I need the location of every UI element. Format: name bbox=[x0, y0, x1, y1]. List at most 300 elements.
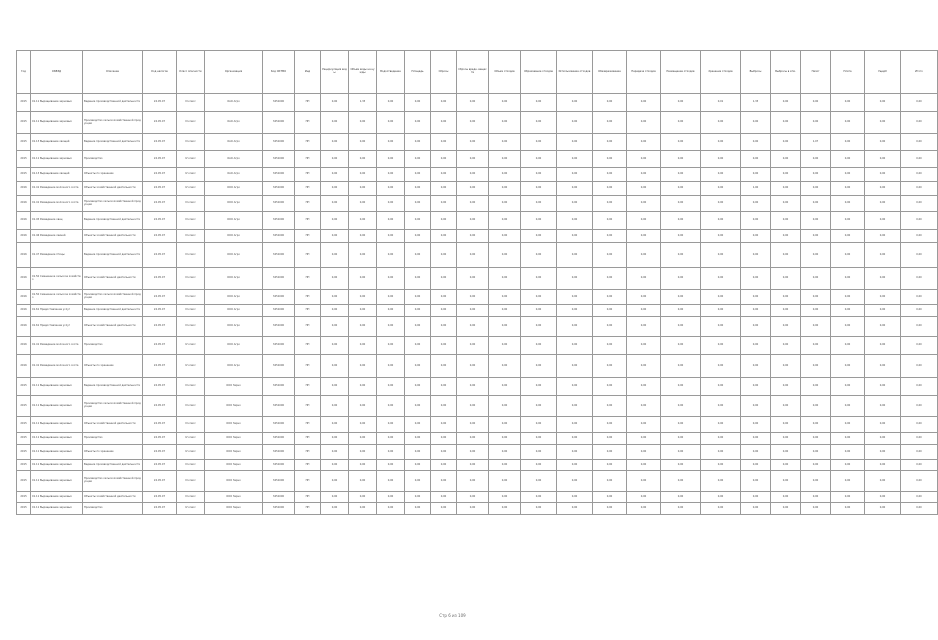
table-cell: 0,00 bbox=[741, 168, 771, 182]
table-cell: 0,00 bbox=[865, 230, 901, 243]
table-cell: 0,00 bbox=[405, 378, 431, 396]
table-cell: 0,00 bbox=[557, 290, 593, 305]
table-cell: 0,00 bbox=[771, 317, 801, 337]
table-cell: ООО Зерно bbox=[205, 433, 263, 445]
table-cell: 0,00 bbox=[377, 230, 405, 243]
table-cell: 0,00 bbox=[701, 151, 741, 168]
table-cell: 0,00 bbox=[771, 290, 801, 305]
table-cell: 0,00 bbox=[349, 417, 377, 433]
table-cell: 0,00 bbox=[593, 112, 627, 134]
table-cell: 0,00 bbox=[593, 445, 627, 460]
table-cell: 0,00 bbox=[557, 492, 593, 503]
table-cell: 0,00 bbox=[489, 112, 521, 134]
table-cell: III класс bbox=[177, 290, 205, 305]
table-cell: 0,00 bbox=[521, 433, 557, 445]
table-cell: IV класс bbox=[177, 151, 205, 168]
table-cell: 0,00 bbox=[865, 112, 901, 134]
table-cell: 0,00 bbox=[831, 230, 865, 243]
table-cell: 2016 bbox=[17, 268, 31, 290]
data-table bbox=[16, 50, 938, 515]
table-cell: 0,00 bbox=[557, 230, 593, 243]
table-cell: 0,01 bbox=[701, 94, 741, 112]
table-cell: 0,00 bbox=[901, 471, 938, 492]
table-cell: 0,00 bbox=[901, 317, 938, 337]
table-cell: 2015 bbox=[17, 378, 31, 396]
table-cell: III класс bbox=[177, 460, 205, 471]
table-cell: 24.05.07 bbox=[143, 196, 177, 212]
table-cell: ООО Зерно bbox=[205, 396, 263, 417]
table-cell: 0,00 bbox=[377, 243, 405, 268]
table-cell: 0,00 bbox=[431, 290, 457, 305]
table-cell: 0,00 bbox=[701, 317, 741, 337]
table-cell: 0,00 bbox=[557, 134, 593, 151]
table-cell: 0,00 bbox=[831, 94, 865, 112]
table-cell: 0,00 bbox=[593, 212, 627, 230]
table-cell: 0,00 bbox=[349, 134, 377, 151]
table-cell: 0,00 bbox=[405, 243, 431, 268]
column-header: Образование отходов bbox=[521, 51, 557, 94]
table-cell: 01.50 Смешанное сельское хозяйство bbox=[31, 268, 83, 290]
column-header: Код налогов bbox=[143, 51, 177, 94]
table-cell: 0,00 bbox=[457, 355, 489, 378]
table-cell: 0,00 bbox=[557, 503, 593, 515]
table-cell: 0,00 bbox=[661, 196, 701, 212]
table-cell: 0,00 bbox=[377, 112, 405, 134]
table-cell: 2015 bbox=[17, 151, 31, 168]
table-cell: 0,00 bbox=[489, 182, 521, 196]
table-cell: Ведение производственной деятельности bbox=[83, 243, 143, 268]
table-cell: 0,00 bbox=[701, 460, 741, 471]
table-cell: 0,00 bbox=[489, 445, 521, 460]
table-cell: 0,00 bbox=[321, 151, 349, 168]
table-cell: 24.05.07 bbox=[143, 460, 177, 471]
table-cell: 3451000 bbox=[263, 151, 295, 168]
table-cell: 01.11 Выращивание зерновых bbox=[31, 94, 83, 112]
table-cell: 3451000 bbox=[263, 337, 295, 355]
table-cell: 0,00 bbox=[831, 378, 865, 396]
table-cell: 0,00 bbox=[489, 243, 521, 268]
table-cell: 0,00 bbox=[801, 182, 831, 196]
table-cell: 0,00 bbox=[431, 433, 457, 445]
column-header: Выбросы bbox=[741, 51, 771, 94]
table-cell: 0,00 bbox=[405, 268, 431, 290]
table-cell: 0,00 bbox=[627, 168, 661, 182]
table-cell: 0,00 bbox=[701, 503, 741, 515]
table-cell: ОАО Агро bbox=[205, 168, 263, 182]
table-cell: 0,00 bbox=[521, 396, 557, 417]
table-cell: 3451000 bbox=[263, 417, 295, 433]
table-cell: 0,00 bbox=[593, 417, 627, 433]
table-cell: 0,00 bbox=[377, 460, 405, 471]
table-cell: ОАО Агро bbox=[205, 151, 263, 168]
column-header: ОКВЭД bbox=[31, 51, 83, 94]
table-cell: 0,00 bbox=[489, 94, 521, 112]
table-cell: 0,00 bbox=[831, 492, 865, 503]
table-cell: 0,00 bbox=[901, 503, 938, 515]
table-cell: 01.11 Выращивание зерновых bbox=[31, 417, 83, 433]
table-cell: ПН bbox=[295, 151, 321, 168]
table-cell: 0,00 bbox=[831, 503, 865, 515]
table-cell: 0,00 bbox=[661, 492, 701, 503]
table-cell: 0,00 bbox=[741, 112, 771, 134]
table-cell: 0,00 bbox=[771, 460, 801, 471]
table-cell: ПН bbox=[295, 445, 321, 460]
table-cell: 0,00 bbox=[831, 268, 865, 290]
table-cell: 0,00 bbox=[661, 471, 701, 492]
table-cell: 0,00 bbox=[801, 305, 831, 317]
table-cell: 0,00 bbox=[457, 492, 489, 503]
table-cell: 0,00 bbox=[741, 417, 771, 433]
table-cell: 0,00 bbox=[377, 396, 405, 417]
table-cell: 0,00 bbox=[521, 196, 557, 212]
table-cell: ПН bbox=[295, 196, 321, 212]
table-row bbox=[17, 433, 938, 445]
table-cell: 0,00 bbox=[489, 492, 521, 503]
table-cell: 24.05.07 bbox=[143, 433, 177, 445]
table-cell: III класс bbox=[177, 268, 205, 290]
table-cell: 0,00 bbox=[377, 290, 405, 305]
table-row bbox=[17, 305, 938, 317]
column-header: Обезвреживание bbox=[593, 51, 627, 94]
table-cell: ПН bbox=[295, 460, 321, 471]
table-cell: 0,00 bbox=[865, 460, 901, 471]
table-cell: 0,00 bbox=[901, 460, 938, 471]
table-cell: 0,00 bbox=[321, 396, 349, 417]
table-cell: 01.11 Выращивание зерновых bbox=[31, 445, 83, 460]
table-cell: 0,00 bbox=[405, 492, 431, 503]
table-cell: 0,00 bbox=[405, 317, 431, 337]
table-cell: 0,00 bbox=[901, 196, 938, 212]
table-cell: 3451000 bbox=[263, 268, 295, 290]
table-cell: 24.05.07 bbox=[143, 317, 177, 337]
table-cell: III класс bbox=[177, 492, 205, 503]
table-cell: 0,00 bbox=[831, 471, 865, 492]
table-cell: 24.05.07 bbox=[143, 151, 177, 168]
table-cell: 0,00 bbox=[377, 503, 405, 515]
table-cell: 0,00 bbox=[489, 196, 521, 212]
table-cell: 0,00 bbox=[557, 212, 593, 230]
table-cell: 0,00 bbox=[321, 492, 349, 503]
table-cell: 0,00 bbox=[627, 503, 661, 515]
column-header: Хранение отходов bbox=[701, 51, 741, 94]
table-cell: 0,00 bbox=[377, 212, 405, 230]
table-cell: III класс bbox=[177, 471, 205, 492]
table-cell: ПН bbox=[295, 182, 321, 196]
table-cell: 01.11 Выращивание зерновых bbox=[31, 460, 83, 471]
column-header: Площадь bbox=[405, 51, 431, 94]
table-row bbox=[17, 396, 938, 417]
table-cell: 3451000 bbox=[263, 445, 295, 460]
table-cell: 0,00 bbox=[349, 378, 377, 396]
table-cell: 0,00 bbox=[865, 378, 901, 396]
table-cell: 0,00 bbox=[321, 94, 349, 112]
table-cell: 0,00 bbox=[405, 396, 431, 417]
table-cell: 0,00 bbox=[349, 396, 377, 417]
table-cell: III класс bbox=[177, 212, 205, 230]
table-cell: 0,00 bbox=[831, 168, 865, 182]
table-cell: 0,00 bbox=[661, 433, 701, 445]
table-cell: 0,00 bbox=[321, 417, 349, 433]
table-cell: 0,00 bbox=[593, 317, 627, 337]
table-cell: 0,00 bbox=[349, 151, 377, 168]
table-cell: 2016 bbox=[17, 337, 31, 355]
table-cell: 0,00 bbox=[627, 196, 661, 212]
table-cell: 0,00 bbox=[661, 378, 701, 396]
table-cell: 01.13 Выращивание овощей bbox=[31, 134, 83, 151]
table-cell: 0,00 bbox=[831, 243, 865, 268]
table-cell: 0,00 bbox=[801, 230, 831, 243]
table-cell: 3451000 bbox=[263, 182, 295, 196]
table-cell: 24.05.07 bbox=[143, 243, 177, 268]
table-cell: Ведение производственной деятельности bbox=[83, 460, 143, 471]
table-cell: 0,00 bbox=[377, 433, 405, 445]
column-header: Использование отходов bbox=[557, 51, 593, 94]
table-cell: 0,00 bbox=[741, 196, 771, 212]
table-cell: 0,00 bbox=[627, 460, 661, 471]
table-cell: 0,00 bbox=[701, 417, 741, 433]
table-cell: 0,00 bbox=[593, 268, 627, 290]
table-cell: 0,00 bbox=[801, 94, 831, 112]
table-cell: 0,00 bbox=[865, 396, 901, 417]
table-cell: 0,00 bbox=[865, 317, 901, 337]
table-cell: 0,00 bbox=[377, 471, 405, 492]
table-cell: 3451000 bbox=[263, 243, 295, 268]
table-cell: III класс bbox=[177, 305, 205, 317]
table-cell: 0,00 bbox=[701, 112, 741, 134]
table-cell: 0,00 bbox=[321, 290, 349, 305]
table-cell: 0,00 bbox=[557, 445, 593, 460]
table-cell: 0,00 bbox=[521, 445, 557, 460]
column-header: Описание bbox=[83, 51, 143, 94]
table-cell: 2015 bbox=[17, 471, 31, 492]
table-cell: 0,00 bbox=[431, 268, 457, 290]
table-cell: 0,00 bbox=[457, 378, 489, 396]
table-cell: 0,00 bbox=[865, 268, 901, 290]
table-cell: ООО Зерно bbox=[205, 378, 263, 396]
table-cell: 0,00 bbox=[771, 268, 801, 290]
table-cell: Ведение производственной деятельности bbox=[83, 212, 143, 230]
table-cell: 0,00 bbox=[627, 94, 661, 112]
table-cell: 24.05.07 bbox=[143, 445, 177, 460]
table-cell: 0,00 bbox=[521, 243, 557, 268]
table-cell: 0,00 bbox=[489, 460, 521, 471]
table-cell: 0,00 bbox=[831, 433, 865, 445]
table-cell: 0,00 bbox=[349, 196, 377, 212]
table-cell: 0,00 bbox=[405, 305, 431, 317]
table-cell: 2016 bbox=[17, 290, 31, 305]
table-cell: Ведение производственной деятельности bbox=[83, 378, 143, 396]
table-cell: 0,00 bbox=[349, 268, 377, 290]
table-cell: 0,00 bbox=[405, 417, 431, 433]
table-cell: 0,00 bbox=[431, 112, 457, 134]
table-cell: 0,00 bbox=[521, 134, 557, 151]
table-cell: ООО Зерно bbox=[205, 492, 263, 503]
table-cell: 0,00 bbox=[521, 268, 557, 290]
table-cell: 0,00 bbox=[741, 396, 771, 417]
table-cell: 01.50 Смешанное сельское хозяйство bbox=[31, 290, 83, 305]
column-header: Передача отходов bbox=[627, 51, 661, 94]
table-cell: 0,00 bbox=[901, 355, 938, 378]
table-cell: III класс bbox=[177, 396, 205, 417]
table-cell: ООО Агро bbox=[205, 355, 263, 378]
table-cell: III класс bbox=[177, 230, 205, 243]
table-cell: 0,00 bbox=[627, 396, 661, 417]
table-cell: 0,00 bbox=[701, 168, 741, 182]
table-cell: 0,00 bbox=[771, 417, 801, 433]
table-cell: 0,00 bbox=[661, 112, 701, 134]
table-cell: 0,00 bbox=[431, 460, 457, 471]
table-cell: 01.47 Разведение птицы bbox=[31, 243, 83, 268]
table-cell: 0,00 bbox=[831, 417, 865, 433]
table-cell: 0,00 bbox=[521, 168, 557, 182]
table-cell: 0,00 bbox=[321, 268, 349, 290]
table-cell: 24.05.07 bbox=[143, 337, 177, 355]
table-cell: 2016 bbox=[17, 355, 31, 378]
table-cell: 1,33 bbox=[741, 94, 771, 112]
table-cell: ПН bbox=[295, 417, 321, 433]
table-cell: 0,00 bbox=[593, 168, 627, 182]
table-cell: 0,00 bbox=[593, 94, 627, 112]
table-cell: 0,00 bbox=[521, 337, 557, 355]
table-cell: 2016 bbox=[17, 317, 31, 337]
table-cell: ПН bbox=[295, 337, 321, 355]
table-cell: 0,00 bbox=[701, 196, 741, 212]
table-cell: 0,00 bbox=[405, 112, 431, 134]
table-cell: Производство сельскохозяйственной продукции bbox=[83, 396, 143, 417]
table-cell: Производство сельскохозяйственной продукции bbox=[83, 196, 143, 212]
table-cell: 3451000 bbox=[263, 134, 295, 151]
table-cell: 0,00 bbox=[801, 212, 831, 230]
table-cell: 0,00 bbox=[457, 396, 489, 417]
table-cell: 0,00 bbox=[431, 134, 457, 151]
table-cell: 0,00 bbox=[741, 445, 771, 460]
table-cell: 0,00 bbox=[321, 243, 349, 268]
table-cell: 0,00 bbox=[593, 337, 627, 355]
table-cell: Объекты хозяйственной деятельности bbox=[83, 417, 143, 433]
table-cell: 24.05.07 bbox=[143, 492, 177, 503]
table-cell: 0,00 bbox=[801, 317, 831, 337]
table-cell: 0,00 bbox=[321, 460, 349, 471]
table-cell: 0,00 bbox=[627, 471, 661, 492]
table-cell: 0,00 bbox=[901, 151, 938, 168]
table-cell: 0,00 bbox=[321, 212, 349, 230]
table-cell: 01.11 Выращивание зерновых bbox=[31, 151, 83, 168]
table-cell: 0,00 bbox=[593, 378, 627, 396]
table-cell: 0,00 bbox=[521, 503, 557, 515]
table-cell: IV класс bbox=[177, 182, 205, 196]
table-cell: 0,00 bbox=[627, 134, 661, 151]
table-cell: 0,00 bbox=[457, 433, 489, 445]
table-cell: 0,00 bbox=[377, 196, 405, 212]
table-cell: 0,00 bbox=[627, 433, 661, 445]
table-cell: 0,00 bbox=[457, 182, 489, 196]
table-cell: Производство bbox=[83, 503, 143, 515]
table-cell: 0,00 bbox=[489, 317, 521, 337]
table-cell: 0,00 bbox=[457, 94, 489, 112]
table-cell: 3451000 bbox=[263, 460, 295, 471]
table-cell: 0,00 bbox=[349, 460, 377, 471]
table-cell: ООО Агро bbox=[205, 243, 263, 268]
table-cell: 0,00 bbox=[377, 445, 405, 460]
table-cell: 0,00 bbox=[321, 433, 349, 445]
table-cell: 0,00 bbox=[627, 492, 661, 503]
table-cell: 0,00 bbox=[557, 355, 593, 378]
table-cell: 0,00 bbox=[801, 168, 831, 182]
table-cell: ООО Агро bbox=[205, 196, 263, 212]
table-cell: 0,00 bbox=[901, 417, 938, 433]
table-cell: 0,00 bbox=[457, 151, 489, 168]
table-cell: 2015 bbox=[17, 112, 31, 134]
column-header: Размещение отходов bbox=[661, 51, 701, 94]
table-cell: 0,00 bbox=[865, 417, 901, 433]
table-cell: 24.05.07 bbox=[143, 168, 177, 182]
table-cell: 0,00 bbox=[627, 151, 661, 168]
table-cell: ПН bbox=[295, 268, 321, 290]
table-cell: 0,00 bbox=[321, 378, 349, 396]
table-cell: 0,00 bbox=[831, 396, 865, 417]
table-cell: 0,00 bbox=[801, 460, 831, 471]
table-cell: 0,00 bbox=[489, 417, 521, 433]
table-cell: 0,00 bbox=[661, 460, 701, 471]
table-cell: 3451000 bbox=[263, 433, 295, 445]
table-cell: 0,00 bbox=[901, 378, 938, 396]
table-row bbox=[17, 417, 938, 433]
table-cell: 2016 bbox=[17, 212, 31, 230]
table-cell: 0,00 bbox=[801, 243, 831, 268]
table-cell: 0,00 bbox=[831, 151, 865, 168]
table-cell: 01.61 Предоставление услуг bbox=[31, 305, 83, 317]
column-header: Налог bbox=[801, 51, 831, 94]
table-cell: 0,00 bbox=[661, 290, 701, 305]
table-cell: Объекты хозяйственной деятельности bbox=[83, 492, 143, 503]
table-cell: ПН bbox=[295, 212, 321, 230]
table-cell: ПН bbox=[295, 305, 321, 317]
table-cell: 0,00 bbox=[349, 355, 377, 378]
table-cell: 0,00 bbox=[701, 337, 741, 355]
table-cell: 0,00 bbox=[801, 337, 831, 355]
table-cell: 24.05.07 bbox=[143, 417, 177, 433]
table-cell: 0,00 bbox=[801, 290, 831, 305]
table-cell: 0,00 bbox=[771, 492, 801, 503]
table-cell: Производство bbox=[83, 337, 143, 355]
table-cell: IV класс bbox=[177, 445, 205, 460]
table-cell: 0,00 bbox=[557, 337, 593, 355]
table-cell: 0,00 bbox=[521, 492, 557, 503]
table-cell: 0,00 bbox=[865, 290, 901, 305]
table-cell: 24.05.07 bbox=[143, 355, 177, 378]
table-cell: 0,00 bbox=[865, 94, 901, 112]
table-row bbox=[17, 378, 938, 396]
column-header: Инд bbox=[295, 51, 321, 94]
table-cell: IV класс bbox=[177, 355, 205, 378]
table-cell: 0,00 bbox=[457, 168, 489, 182]
table-cell: 0,00 bbox=[661, 151, 701, 168]
table-cell: 0,00 bbox=[701, 378, 741, 396]
table-cell: 0,00 bbox=[593, 182, 627, 196]
table-cell: 0,00 bbox=[771, 212, 801, 230]
table-cell: 0,00 bbox=[831, 196, 865, 212]
table-cell: ООО Агро bbox=[205, 317, 263, 337]
table-cell: 0,00 bbox=[701, 445, 741, 460]
table-row bbox=[17, 460, 938, 471]
table-cell: 0,00 bbox=[661, 182, 701, 196]
table-cell: 0,00 bbox=[557, 396, 593, 417]
table-cell: 0,00 bbox=[741, 503, 771, 515]
table-cell: 3451000 bbox=[263, 168, 295, 182]
table-cell: 01.11 Выращивание зерновых bbox=[31, 112, 83, 134]
table-cell: 24.05.07 bbox=[143, 290, 177, 305]
table-cell: 0,00 bbox=[741, 243, 771, 268]
